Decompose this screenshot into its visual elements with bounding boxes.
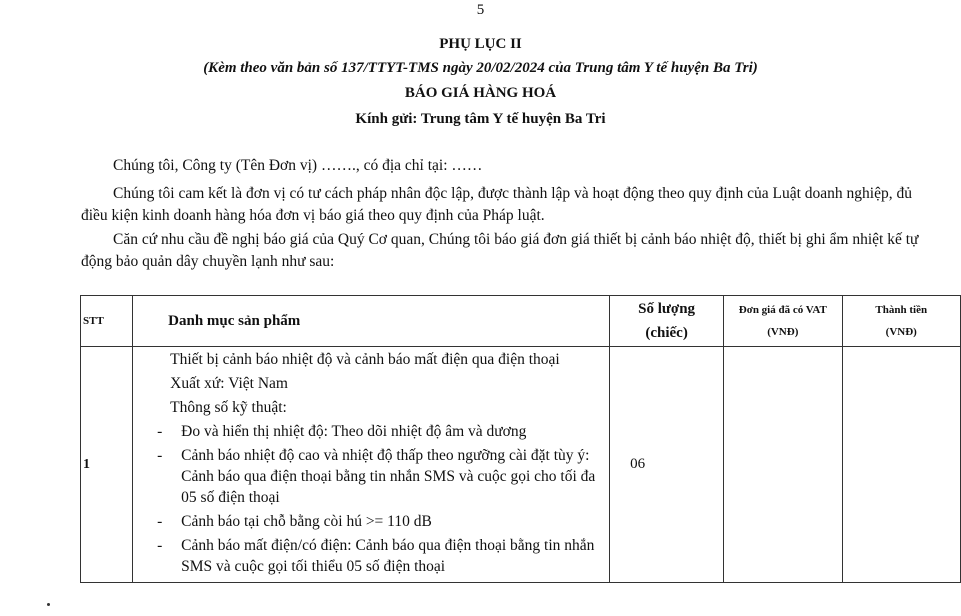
header-quantity bbox=[610, 296, 724, 347]
page-number: 5 bbox=[476, 2, 485, 18]
scan-speck bbox=[47, 603, 50, 606]
row-total bbox=[842, 347, 960, 583]
spec-text: Cảnh báo mất điện/có điện: Cảnh báo qua điện thoại bằng tin nhắn SMS và cuộc gọi tối thiểu 05 số điện thoại bbox=[181, 537, 595, 575]
bullet-dash: - bbox=[157, 513, 163, 530]
header-unit-price bbox=[724, 296, 842, 347]
bullet-dash: - bbox=[157, 447, 163, 464]
attachment-note: (Kèm theo văn bản số 137/TTYT-TMS ngày 20/02/2024 của Trung tâm Y tế huyện Ba Tri) bbox=[203, 60, 758, 76]
header-unit-price-line2: (VNĐ) bbox=[767, 326, 799, 338]
header-total bbox=[842, 296, 960, 347]
spec-text: Cảnh báo tại chỗ bằng còi hú >= 110 dB bbox=[181, 513, 432, 530]
table-header-row bbox=[81, 296, 961, 347]
quotation-table bbox=[80, 295, 961, 583]
table-row bbox=[81, 347, 961, 583]
row-description bbox=[133, 347, 610, 583]
bullet-dash: - bbox=[157, 537, 163, 554]
row-unit-price bbox=[724, 347, 842, 583]
specs-label: Thông số kỹ thuật: bbox=[170, 399, 287, 416]
spec-text: Đo và hiển thị nhiệt độ: Theo dõi nhiệt độ âm và dương bbox=[181, 423, 527, 440]
spec-item bbox=[139, 421, 601, 442]
commitment-paragraph: Chúng tôi cam kết là đơn vị có tư cách pháp nhân độc lập, được thành lập và hoạt động theo quy định của Luật doanh nghiệp, đủ điều kiện kinh doanh hàng hóa đơn vị báo giá theo quy định của Pháp luật. bbox=[81, 185, 912, 224]
spec-item bbox=[139, 445, 601, 508]
header-total-line1: Thành tiền bbox=[875, 304, 928, 316]
spec-item bbox=[139, 511, 601, 532]
spec-text: Cảnh báo nhiệt độ cao và nhiệt độ thấp theo ngưỡng cài đặt tùy ý: Cảnh báo qua điện thoại bằng tin nhắn SMS và cuộc gọi cho tối đa 05 số điện thoại bbox=[181, 447, 596, 506]
header-total-line2: (VNĐ) bbox=[885, 326, 917, 338]
header-stt: STT bbox=[81, 296, 133, 347]
intro-paragraph: Chúng tôi, Công ty (Tên Đơn vị) ……., có địa chỉ tại: …… bbox=[113, 157, 483, 174]
row-quantity: 06 bbox=[610, 347, 724, 583]
appendix-heading: PHỤ LỤC II bbox=[439, 36, 522, 52]
document-title: BÁO GIÁ HÀNG HOÁ bbox=[404, 85, 557, 101]
request-paragraph: Căn cứ nhu cầu đề nghị báo giá của Quý Cơ quan, Chúng tôi báo giá đơn giá thiết bị cảnh báo nhiệt độ, thiết bị ghi ẩm nhiệt kế tự động bảo quản dây chuyền lạnh như sau: bbox=[81, 231, 919, 270]
spec-item bbox=[139, 535, 601, 577]
recipient-line: Kính gửi: Trung tâm Y tế huyện Ba Tri bbox=[355, 111, 606, 127]
header-quantity-line1: Số lượng bbox=[638, 301, 696, 317]
bullet-dash: - bbox=[157, 423, 163, 440]
product-title: Thiết bị cảnh báo nhiệt độ và cảnh báo mất điện qua điện thoại bbox=[170, 351, 560, 368]
header-product-name: Danh mục sản phẩm bbox=[133, 296, 610, 347]
product-origin: Xuất xứ: Việt Nam bbox=[170, 375, 288, 392]
row-stt: 1 bbox=[81, 347, 133, 583]
header-quantity-line2: (chiếc) bbox=[645, 325, 688, 341]
header-unit-price-line1: Đơn giá đã có VAT bbox=[738, 304, 827, 316]
